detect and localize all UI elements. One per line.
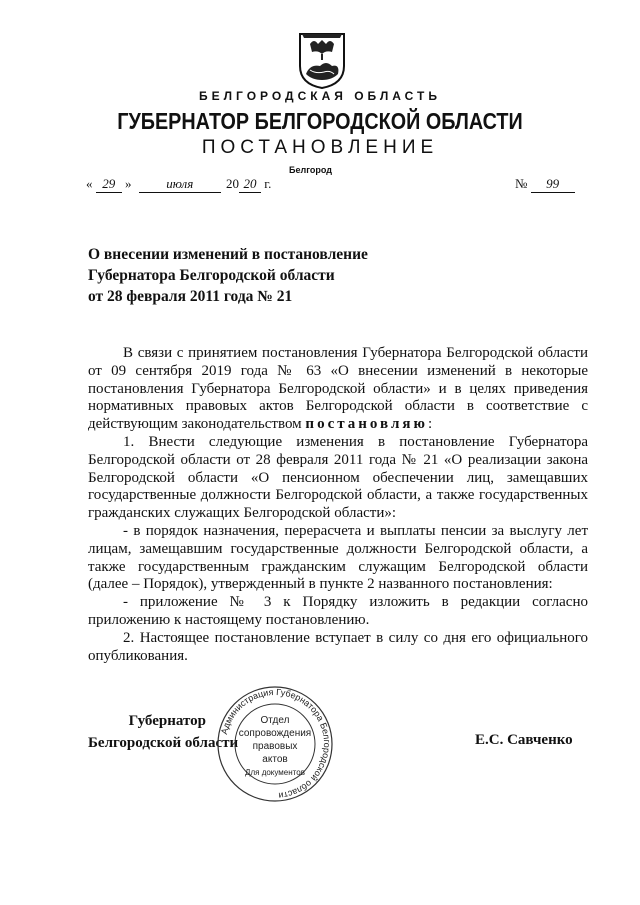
date-day: 29 <box>96 176 122 193</box>
paragraph-subitem-1: - в порядок назначения, перерасчета и выплаты пенсии за выслугу лет лицам, замещавшим государственные должности Белгородской области, а также государственным гражданским служащим Белгородской области (далее – Порядок), утвержденный в пункте 2 названного постановления: <box>88 522 588 593</box>
date-year-prefix: 20 <box>226 176 239 191</box>
stamp-ring-text: Администрация Губернатора Белгородской области <box>219 686 333 801</box>
stamp-line-4: актов <box>262 754 288 765</box>
paragraph-preamble <box>88 345 588 434</box>
paragraph-item-2: 2. Настоящее постановление вступает в силу со дня его официального опубликования. <box>88 629 588 664</box>
paragraph-item-1: 1. Внести следующие изменения в постановление Губернатора Белгородской области от 28 февраля 2011 года № 21 «О реализации закона Белгородской области «О пенсионном обеспечении лиц, замещавших государственные должности Белгородской области, а также государственных гражданских служащих Белгородской области»: <box>88 433 588 522</box>
date-year-unit: г. <box>264 176 272 191</box>
date-month: июля <box>139 176 221 193</box>
preamble-text: В связи с принятием постановления Губернатора Белгородской области от 09 сентября 2019 года № 63 «О внесении изменений в некоторые постановления Губернатора Белгородской области» и в целях приведения нормативных правовых актов Белгородской области в соответствие с действующим законодательством <box>88 345 588 433</box>
date-close-quote: » <box>125 176 132 191</box>
stamp-line-1: Отдел <box>260 715 290 726</box>
stamp-center <box>230 714 320 779</box>
number-label: № <box>515 176 528 191</box>
document-type: ПОСТАНОВЛЕНИЕ <box>201 137 439 158</box>
coat-of-arms-icon <box>296 30 348 90</box>
title-line: от 28 февраля 2011 года № 21 <box>88 288 293 305</box>
signatory-name: Е.С. Савченко <box>475 732 573 748</box>
title-line: О внесении изменений в постановление <box>88 246 368 263</box>
position-line-2: Белгородской области <box>88 735 239 751</box>
stamp-line-2: сопровождения <box>238 728 312 739</box>
title-line: Губернатора Белгородской области <box>88 267 335 284</box>
position-line-1: Губернатор <box>128 713 206 729</box>
decree-keyword: постановляю <box>305 416 428 433</box>
date-open-quote: « <box>86 176 93 191</box>
date-field <box>86 176 271 193</box>
preamble-colon: : <box>427 416 433 433</box>
number-field <box>515 176 575 193</box>
number-value: 99 <box>531 176 575 193</box>
stamp-line-3: правовых <box>252 741 298 752</box>
decree-title <box>88 244 368 307</box>
date-year-suffix: 20 <box>239 176 261 193</box>
paragraph-subitem-2: - приложение № 3 к Порядку изложить в редакции согласно приложению к настоящему постановлению. <box>88 594 588 628</box>
governor-heading: ГУБЕРНАТОР БЕЛГОРОДСКОЙ ОБЛАСТИ <box>117 108 523 134</box>
region-heading: БЕЛГОРОДСКАЯ ОБЛАСТЬ <box>199 89 441 103</box>
decree-body <box>88 345 588 665</box>
signatory-position <box>88 710 239 754</box>
stamp-line-5: Для документов <box>245 768 305 777</box>
city-label: Белгород <box>289 165 332 175</box>
